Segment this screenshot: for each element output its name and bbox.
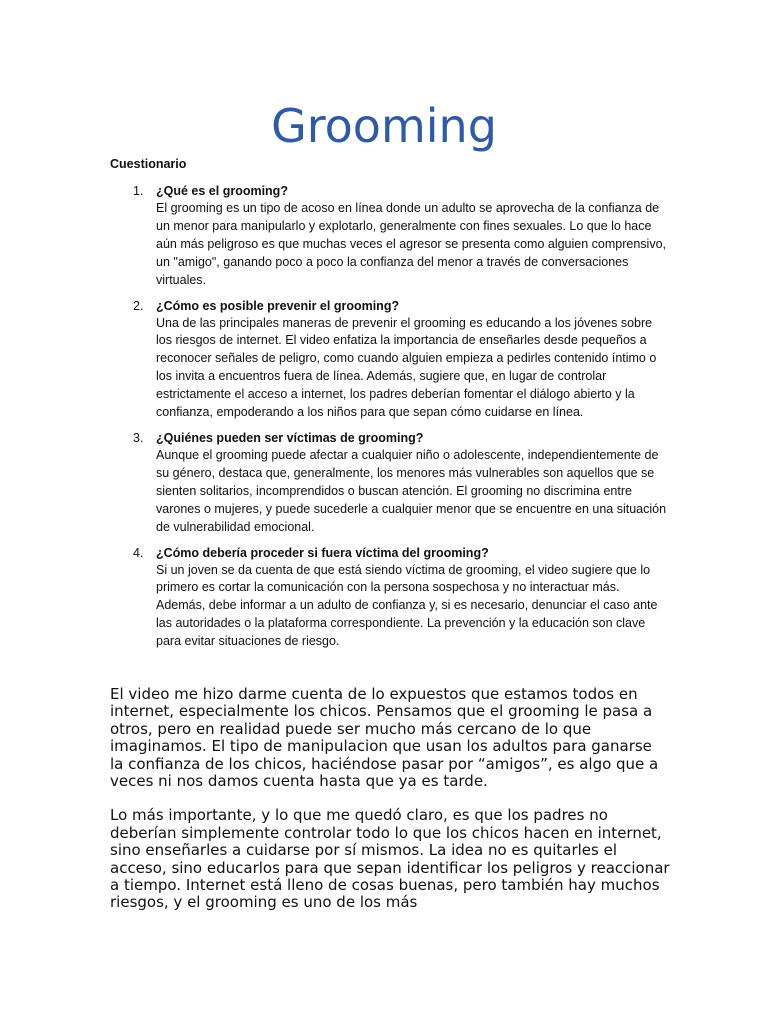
question-number: 1. — [133, 184, 144, 198]
question-title: ¿Qué es el grooming? — [156, 184, 288, 198]
question-title: ¿Cómo debería proceder si fuera víctima del grooming? — [156, 545, 489, 560]
question-answer: Si un joven se da cuenta de que está siendo víctima de grooming, el video sugiere que lo primero es cortar la comunicación con la persona sospechosa y no interactuar más. Además, debe informar a un adulto de confianza y, si es necesario, denunciar el caso ante las autoridades o la plataforma correspondiente. La prevención y la educación son clave para evitar situaciones de riesgo. — [156, 562, 658, 649]
question-item — [110, 544, 670, 652]
question-number: 4. — [133, 545, 144, 560]
document-title: Grooming — [271, 99, 497, 153]
question-list — [110, 182, 670, 658]
question-item — [110, 182, 670, 290]
question-item — [110, 429, 670, 537]
question-title: ¿Quiénes pueden ser víctimas de grooming? — [156, 430, 424, 445]
question-title: ¿Cómo es posible prevenir el grooming? — [156, 298, 400, 313]
section-subtitle: Cuestionario — [110, 157, 187, 171]
question-answer: El grooming es un tipo de acoso en línea donde un adulto se aprovecha de la confianza de un menor para manipularlo y explotarlo, generalmente con fines sexuales. Lo que lo hace aún más peligroso es que muchas veces el agresor se presenta como alguien comprensivo, un "amigo", ganando poco a poco la confianza del menor a través de conversaciones virtuales. — [156, 201, 666, 287]
body-paragraph: El video me hizo darme cuenta de lo expuestos que estamos todos en internet, especialmente los chicos. Pensamos que el grooming le pasa a otros, pero en realidad puede ser mucho más cercano de lo que imaginamos. El tipo de manipulacion que usan los adultos para ganarse la confianza de los chicos, haciéndose pasar por “amigos”, es algo que a veces ni nos damos cuenta hasta que ya es tarde. — [110, 685, 659, 791]
body-paragraph: Lo más importante, y lo que me quedó claro, es que los padres no deberían simplemente controlar todo lo que los chicos hacen en internet, sino enseñarles a cuidarse por sí mismos. La idea no es quitarles el acceso, sino educarlos para que sepan identificar los peligros y reaccionar a tiempo. Internet está lleno de cosas buenas, pero también hay muchos riesgos, y el grooming es uno de los más — [110, 806, 670, 912]
question-answer: Una de las principales maneras de prevenir el grooming es educando a los jóvenes sobre los riesgos de internet. El video enfatiza la importancia de enseñarles desde pequeños a reconocer señales de peligro, como cuando alguien empieza a pedirles contenido íntimo o los invita a encuentros fuera de línea. Además, sugiere que, en lugar de controlar estrictamente el acceso a internet, los padres deberían fomentar el diálogo abierto y la confianza, empoderando a los niños para que sepan cómo cuidarse en línea. — [156, 315, 657, 420]
question-answer: Aunque el grooming puede afectar a cualquier niño o adolescente, independientemente de su género, destaca que, generalmente, los menores más vulnerables son aquellos que se sienten solitarios, incomprendidos o buscan atención. El grooming no discrimina entre varones o mujeres, y puede sucederle a cualquier menor que se encuentre en una situación de vulnerabilidad emocional. — [156, 447, 667, 534]
reflection-text — [110, 686, 670, 929]
question-number: 3. — [133, 430, 144, 445]
question-number: 2. — [133, 298, 144, 313]
question-item — [110, 297, 670, 422]
